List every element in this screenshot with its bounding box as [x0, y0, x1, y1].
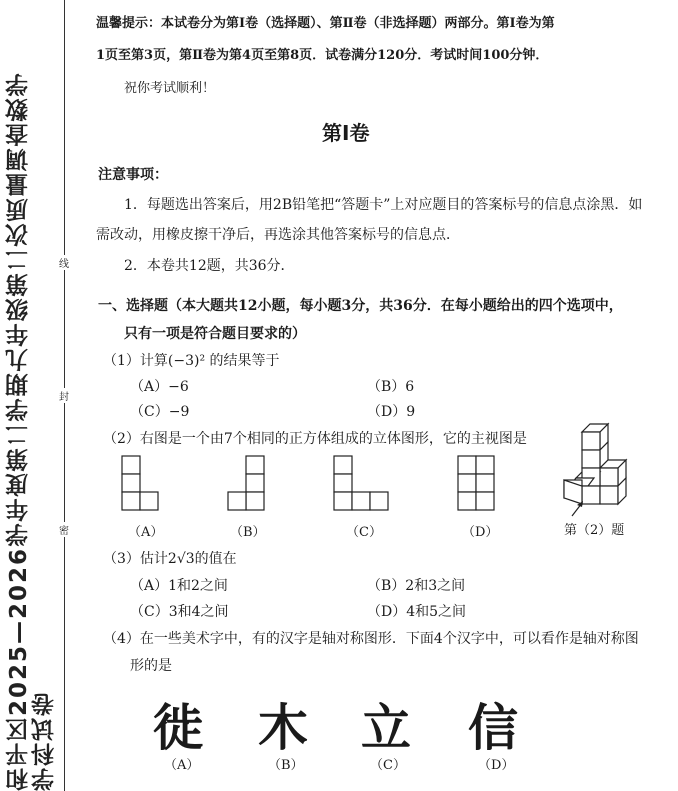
- q2-option-d-view: [458, 456, 494, 510]
- q4-stem-line1: （4）在一些美术字中，有的汉字是轴对称图形．下面4个汉字中，可以看作是轴对称图: [103, 631, 639, 647]
- q2-figure-arrow: [572, 501, 583, 516]
- q1-option-b: （B）6: [367, 379, 415, 395]
- q1-option-d: （D）9: [367, 404, 416, 420]
- q3-option-b: （B）2和3之间: [367, 578, 466, 594]
- q2-stem: （2）右图是一个由7个相同的正方体组成的立体图形，它的主视图是: [103, 431, 527, 447]
- q2-figure-caption: 第（2）题: [564, 523, 625, 538]
- q2-option-b: （B）: [230, 525, 266, 540]
- q2-option-a-view: [122, 456, 158, 510]
- binding-mark-seal: 封: [57, 388, 71, 403]
- q1-stem: （1）计算(−3)² 的结果等于: [103, 353, 280, 369]
- q2-option-d: （D）: [462, 525, 499, 540]
- q4-option-d: （D）: [478, 758, 515, 773]
- q4-option-b: （B）: [268, 758, 304, 773]
- q2-option-c-view: [334, 456, 388, 510]
- section-title-line1: 一、选择题（本大题共12小题，每小题3分，共36分．在每小题给出的四个选项中，: [98, 298, 623, 314]
- q4-character-d: 信: [468, 699, 518, 757]
- q3-option-a: （A）1和2之间: [130, 578, 228, 594]
- q4-character-c: 立: [361, 699, 411, 757]
- binding-mark-line: 线: [57, 255, 71, 270]
- instruction-1-line2: 需改动，用橡皮擦干净后，再选涂其他答案标号的信息点．: [96, 227, 460, 243]
- q3-option-d: （D）4和5之间: [367, 604, 467, 620]
- q3-option-c: （C）3和4之间: [130, 604, 229, 620]
- q4-stem-line2: 形的是: [130, 658, 172, 674]
- section-title-line2: 只有一项是符合题目要求的）: [124, 326, 306, 342]
- q2-option-b-view: [228, 456, 264, 510]
- instruction-2: 2．本卷共12题，共36分．: [124, 258, 295, 274]
- q3-stem: （3）估计2√3的值在: [103, 551, 237, 567]
- q2-option-c: （C）: [346, 525, 382, 540]
- q1-option-a: （A）−6: [130, 379, 189, 395]
- volume-title: 第Ⅰ卷: [322, 121, 370, 145]
- q2-solid-figure: [564, 424, 626, 504]
- notice-line1: 温馨提示：本试卷分为第Ⅰ卷（选择题）、第Ⅱ卷（非选择题）两部分。第Ⅰ卷为第: [96, 16, 555, 31]
- q4-option-c: （C）: [370, 758, 406, 773]
- q2-option-a: （A）: [128, 525, 164, 540]
- notice-line3: 祝你考试顺利！: [124, 81, 216, 96]
- instructions-heading: 注意事项：: [98, 167, 168, 183]
- binding-mark-secret: 密: [57, 522, 71, 537]
- q4-option-a: （A）: [164, 758, 200, 773]
- q4-character-a: 徙: [153, 699, 203, 757]
- q4-character-b: 木: [258, 699, 308, 757]
- q1-option-c: （C）−9: [130, 404, 190, 420]
- notice-line2: 1页至第3页，第Ⅱ卷为第4页至第8页．试卷满分120分．考试时间100分钟．: [96, 48, 549, 63]
- instruction-1-line1: 1．每题选出答案后，用2B铅笔把“答题卡”上对应题目的答案标号的信息点涂黑．如: [124, 197, 643, 213]
- exam-title-vertical: 和平区2025—2026学年度第二学期九年级第二次质量调查数学学科试卷: [6, 71, 58, 791]
